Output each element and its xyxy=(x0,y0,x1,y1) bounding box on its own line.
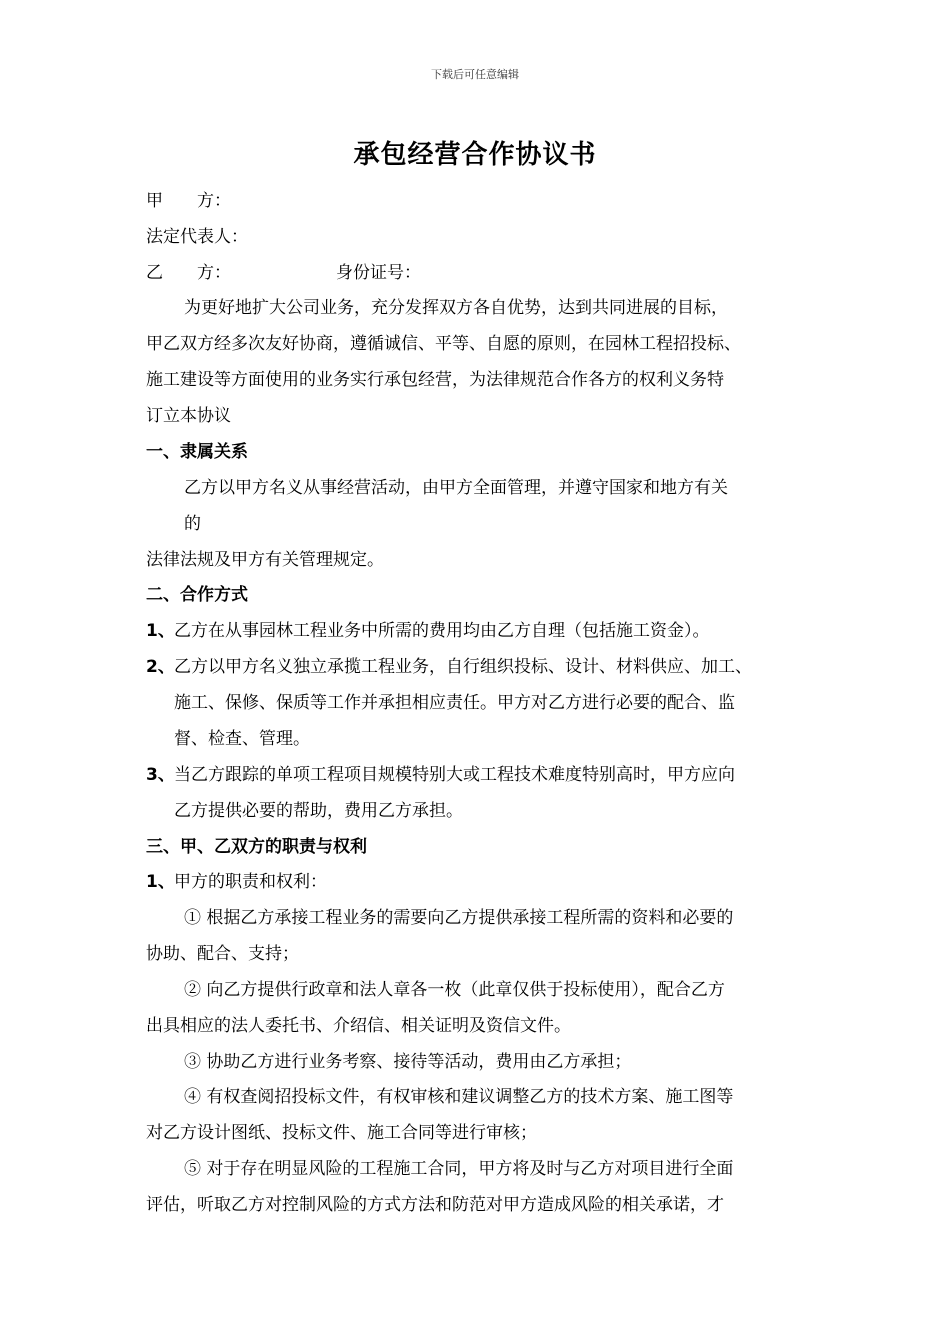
section-1-line-1: 乙方以甲方名义从事经营活动，由甲方全面管理，并遵守国家和地方有关 xyxy=(184,478,728,498)
clause-2-line-2: 出具相应的法人委托书、介绍信、相关证明及资信文件。 xyxy=(146,1016,571,1036)
section-1-heading: 一、隶属关系 xyxy=(146,442,248,462)
section-2-item-2-line-2: 施工、保修、保质等工作并承担相应责任。甲方对乙方进行必要的配合、监 xyxy=(174,693,735,713)
party-a-label: 甲 方： xyxy=(146,191,231,211)
section-3-item-1-number: 1、 xyxy=(146,872,175,892)
intro-line-4: 订立本协议 xyxy=(146,406,231,426)
section-2-item-2-number: 2、 xyxy=(146,657,175,677)
section-2-item-1-text: 乙方在从事园林工程业务中所需的费用均由乙方自理（包括施工资金）。 xyxy=(174,621,710,641)
clause-5-line-1: ⑤ 对于存在明显风险的工程施工合同，甲方将及时与乙方对项目进行全面 xyxy=(184,1159,734,1179)
section-2-item-3-line-2: 乙方提供必要的帮助，费用乙方承担。 xyxy=(174,801,463,821)
clause-1-line-2: 协助、配合、支持； xyxy=(146,944,299,964)
intro-line-2: 甲乙双方经多次友好协商，遵循诚信、平等、自愿的原则，在园林工程招投标、 xyxy=(146,334,741,354)
section-2-item-3-line-1: 当乙方跟踪的单项工程项目规模特别大或工程技术难度特别高时，甲方应向 xyxy=(174,765,735,785)
clause-3-line-1: ③ 协助乙方进行业务考察、接待等活动，费用由乙方承担； xyxy=(184,1052,632,1072)
page-title: 承包经营合作协议书 xyxy=(353,140,597,170)
section-3-heading: 三、甲、乙双方的职责与权利 xyxy=(146,837,367,857)
clause-4-line-2: 对乙方设计图纸、投标文件、施工合同等进行审核； xyxy=(146,1123,537,1143)
section-2-item-2-line-3: 督、检查、管理。 xyxy=(174,729,310,749)
section-2-item-3-number: 3、 xyxy=(146,765,175,785)
id-number-label: 身份证号： xyxy=(336,263,421,283)
clause-4-line-1: ④ 有权查阅招投标文件，有权审核和建议调整乙方的技术方案、施工图等 xyxy=(184,1087,734,1107)
party-b-label: 乙 方： xyxy=(146,263,231,283)
clause-1-line-1: ① 根据乙方承接工程业务的需要向乙方提供承接工程所需的资料和必要的 xyxy=(184,908,734,928)
section-3-item-1-text: 甲方的职责和权利： xyxy=(174,872,327,892)
section-1-line-2: 的 xyxy=(184,514,201,534)
page-header: 下载后可任意编辑 xyxy=(431,68,519,81)
section-2-item-2-line-1: 乙方以甲方名义独立承揽工程业务，自行组织投标、设计、材料供应、加工、 xyxy=(174,657,752,677)
intro-line-3: 施工建设等方面使用的业务实行承包经营，为法律规范合作各方的权利义务特 xyxy=(146,370,724,390)
legal-rep-label: 法定代表人： xyxy=(146,227,248,247)
section-2-heading: 二、合作方式 xyxy=(146,585,248,605)
clause-2-line-1: ② 向乙方提供行政章和法人章各一枚（此章仅供于投标使用），配合乙方 xyxy=(184,980,725,1000)
section-2-item-1-number: 1、 xyxy=(146,621,175,641)
section-1-line-3: 法律法规及甲方有关管理规定。 xyxy=(146,550,384,570)
clause-5-line-2: 评估，听取乙方对控制风险的方式方法和防范对甲方造成风险的相关承诺，才 xyxy=(146,1195,724,1215)
intro-line-1: 为更好地扩大公司业务，充分发挥双方各自优势，达到共同进展的目标， xyxy=(184,298,728,318)
